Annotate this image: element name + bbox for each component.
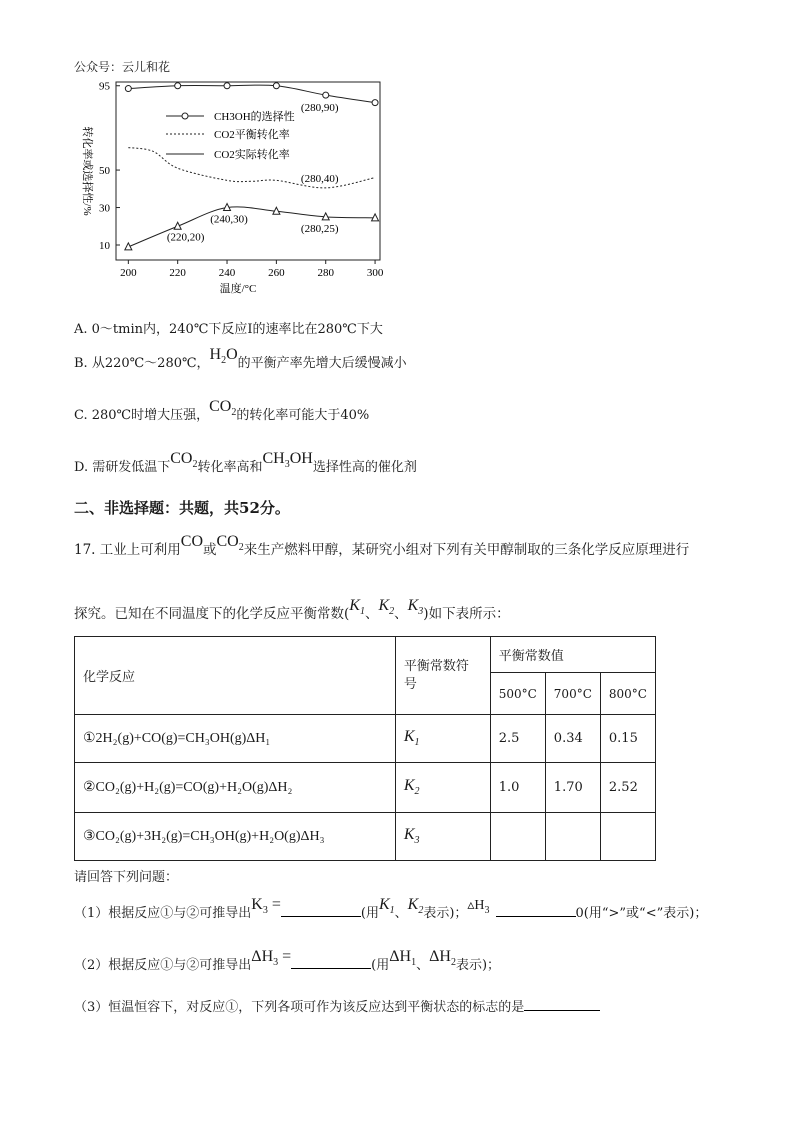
co2-c-sub: 2 [231, 407, 237, 419]
option-c [74, 398, 370, 426]
subq1-k1 [378, 896, 395, 917]
legend-marker-selectivity [182, 113, 188, 119]
header-values: 平衡常数值 [490, 637, 655, 673]
symbol-k1-sub: 1 [414, 737, 420, 749]
symbol-k3-sub: 3 [414, 835, 420, 847]
temp-700: 700°C [545, 673, 600, 715]
temp-800: 800°C [600, 673, 655, 715]
sep1: 、 [364, 606, 379, 622]
x-tick-label: 260 [268, 267, 285, 279]
subq2-dh2 [429, 948, 456, 969]
y-axis-label: 转化率或选择性/% [81, 126, 93, 216]
selectivity-point [175, 83, 181, 89]
option-d [74, 450, 417, 478]
ch3oh-sub: 3 [284, 459, 290, 471]
h2o-sub: 2 [221, 355, 227, 367]
subq-2 [74, 948, 501, 976]
k3-symbol [407, 597, 424, 618]
q17-line2 [74, 597, 510, 625]
subq2-tail: 表示)； [455, 958, 501, 973]
co2-d-text: CO [170, 450, 193, 467]
reaction-3: ③CO₂(g)+3H₂(g)=CH₃OH(g)+H₂O(g)ΔH₃ [75, 813, 396, 861]
y-tick-label: 95 [99, 80, 110, 93]
temp-500: 500°C [490, 673, 545, 715]
subq1-k1-letter: K [378, 896, 390, 913]
symbol-k1 [395, 715, 490, 763]
symbol-k3-letter: K [403, 826, 415, 844]
ch3oh-ch: CH [262, 450, 285, 467]
selectivity-point [372, 100, 378, 106]
point-annotation: (280,25) [300, 222, 339, 235]
plot-frame [116, 82, 380, 260]
k3-letter: K [407, 597, 419, 614]
k1-symbol [349, 597, 365, 618]
symbol-k2-sub: 2 [414, 786, 420, 798]
x-tick-label: 300 [366, 267, 384, 279]
value-r1-700: 0.34 [545, 715, 600, 763]
q17-line1-prefix: 17. 工业上可利用 [74, 542, 181, 558]
h2o-o: O [226, 346, 238, 363]
q17-line1-suffix: 来生产燃料甲醇，某研究小组对下列有关甲醇制取的三条化学反应原理进行 [243, 542, 690, 558]
chart-series [125, 83, 379, 250]
y-tick-label: 50 [99, 165, 110, 178]
point-annotation: (280,40) [300, 172, 339, 185]
co2-q17-sub: 2 [238, 542, 244, 554]
prompt: 请回答下列问题： [74, 870, 179, 885]
formula-ch3oh-d [262, 450, 313, 471]
conversion-selectivity-chart [74, 72, 394, 302]
k3-sub: 3 [418, 606, 424, 618]
subq1-mid2: 表示)； [423, 906, 468, 921]
y-tick-label: 10 [99, 240, 110, 253]
subq2-mid1: (用 [371, 958, 390, 973]
point-annotation: (220,20) [166, 231, 205, 244]
chart-annotations [167, 102, 339, 243]
subq1-k2-sub: 2 [418, 905, 424, 917]
reaction-1: ①2H₂(g)+CO(g)=CH₃OH(g)ΔH₁ [75, 715, 396, 763]
k2-sub: 2 [389, 606, 395, 618]
selectivity-line [128, 85, 375, 103]
subq2-prefix: （2）根据反应①与②可推导出 [74, 958, 252, 973]
h2o-h: H [209, 346, 222, 363]
subq2-dh1-letter: ΔH [389, 948, 412, 965]
subq1-k2 [407, 896, 424, 917]
legend-label: CO2平衡转化率 [214, 129, 290, 141]
option-a: A. 0～tmin内，240℃下反应Ⅰ的速率比在280℃下大 [74, 322, 383, 337]
symbol-k3 [395, 813, 490, 861]
x-tick-label: 240 [218, 267, 236, 279]
k1-letter: K [349, 597, 360, 614]
answer-blank-1[interactable] [281, 904, 361, 917]
chart-legend [166, 109, 295, 161]
header-symbol: 平衡常数符号 [395, 637, 490, 715]
value-r3-500 [490, 813, 545, 861]
symbol-k2 [395, 763, 490, 813]
value-r1-500: 2.5 [490, 715, 545, 763]
source-label: 公众号：云儿和花 [74, 60, 171, 74]
subq1-sep: 、 [394, 906, 408, 921]
point-annotation: (280,90) [300, 102, 339, 115]
subq2-dh1-sub: 1 [411, 957, 417, 969]
subq1-prefix: （1）根据反应①与②可推导出 [74, 906, 252, 921]
q17-or: 或 [203, 542, 217, 558]
q17-line2-suffix: )如下表所示： [423, 606, 510, 622]
subq1-k3-letter: K [251, 896, 263, 913]
formula-h2o [209, 346, 238, 367]
x-tick-label: 280 [317, 267, 334, 279]
q17-line2-prefix: 探究。已知在不同温度下的化学反应平衡常数( [74, 606, 350, 622]
co2-d-sub: 2 [192, 459, 198, 471]
formula-co2-d [170, 450, 198, 471]
selectivity-point [273, 83, 279, 89]
subq1-mid1: (用 [360, 906, 379, 921]
k2-symbol [378, 597, 395, 618]
formula-co: CO [180, 533, 203, 550]
subq1-k2-letter: K [407, 896, 419, 913]
x-tick-label: 200 [120, 267, 137, 279]
k1-sub: 1 [359, 606, 365, 618]
option-d-prefix: D. 需研发低温下 [74, 460, 171, 475]
legend-label: CO2实际转化率 [214, 149, 290, 161]
subq1-k3-sub: 3 [262, 905, 268, 917]
x-tick-label: 220 [169, 267, 186, 279]
answer-blank-4[interactable] [524, 998, 600, 1011]
k2-letter: K [378, 597, 390, 614]
header-reaction: 化学反应 [75, 637, 396, 715]
answer-blank-3[interactable] [291, 956, 371, 969]
legend-label: CH3OH的选择性 [214, 111, 295, 123]
co2-q17-text: CO [216, 533, 239, 550]
sep2: 、 [394, 606, 408, 622]
value-r3-800 [600, 813, 655, 861]
subq1-eq: = [267, 896, 281, 913]
formula-co2-c [209, 398, 237, 419]
section-title: 二、非选择题：共题，共52分。 [74, 499, 290, 517]
subq-1 [74, 896, 708, 924]
option-b-suffix: 的平衡产率先增大后缓慢减小 [237, 356, 407, 371]
answer-blank-2[interactable] [496, 904, 576, 917]
subq1-dh-letter: ▵H [467, 898, 485, 913]
selectivity-point [125, 86, 131, 92]
value-r3-700 [545, 813, 600, 861]
formula-co2-q17 [216, 533, 244, 554]
subq2-dh3-letter: ΔH [251, 948, 274, 965]
x-axis-label: 温度/°C [219, 283, 257, 295]
equilibrium-constant-table [74, 636, 656, 861]
value-r2-500: 1.0 [490, 763, 545, 813]
option-c-suffix: 的转化率可能大于40% [236, 408, 370, 423]
subq2-eq: = [278, 948, 292, 965]
co2-c-text: CO [209, 398, 232, 415]
symbol-k2-letter: K [403, 777, 415, 795]
option-d-mid: 转化率高和 [197, 460, 263, 475]
option-d-suffix: 选择性高的催化剂 [312, 460, 417, 475]
subq1-tail: 0(用“>”或“<”表示)； [575, 906, 708, 921]
subq1-k1-sub: 1 [389, 905, 395, 917]
subq3-text: （3）恒温恒容下，对反应①，下列各项可作为该反应达到平衡状态的标志的是 [74, 1000, 525, 1015]
value-r1-800: 0.15 [600, 715, 655, 763]
subq-3 [74, 996, 600, 1015]
ch3oh-oh: OH [289, 450, 313, 467]
value-r2-700: 1.70 [545, 763, 600, 813]
y-tick-label: 30 [99, 202, 110, 215]
option-c-prefix: C. 280℃时增大压强， [74, 408, 210, 423]
subq2-dh1 [389, 948, 417, 969]
subq2-dh3 [251, 948, 292, 969]
subq2-dh3-sub: 3 [273, 957, 279, 969]
option-b-prefix: B. 从220℃～280℃， [74, 356, 210, 371]
subq1-dh3 [467, 898, 490, 916]
subq1-dh-sub: 3 [484, 904, 490, 916]
reaction-2: ②CO₂(g)+H₂(g)=CO(g)+H₂O(g)ΔH₂ [75, 763, 396, 813]
selectivity-point [224, 83, 230, 89]
symbol-k1-letter: K [403, 728, 415, 746]
subq2-sep: 、 [416, 958, 430, 973]
selectivity-point [323, 92, 329, 98]
subq2-dh2-sub: 2 [450, 957, 456, 969]
chart-svg [74, 72, 394, 302]
subq1-k3 [251, 896, 281, 917]
point-annotation: (240,30) [210, 213, 248, 226]
subq2-dh2-letter: ΔH [429, 948, 451, 965]
q17-line1 [74, 533, 690, 561]
option-b [74, 346, 407, 374]
value-r2-800: 2.52 [600, 763, 655, 813]
